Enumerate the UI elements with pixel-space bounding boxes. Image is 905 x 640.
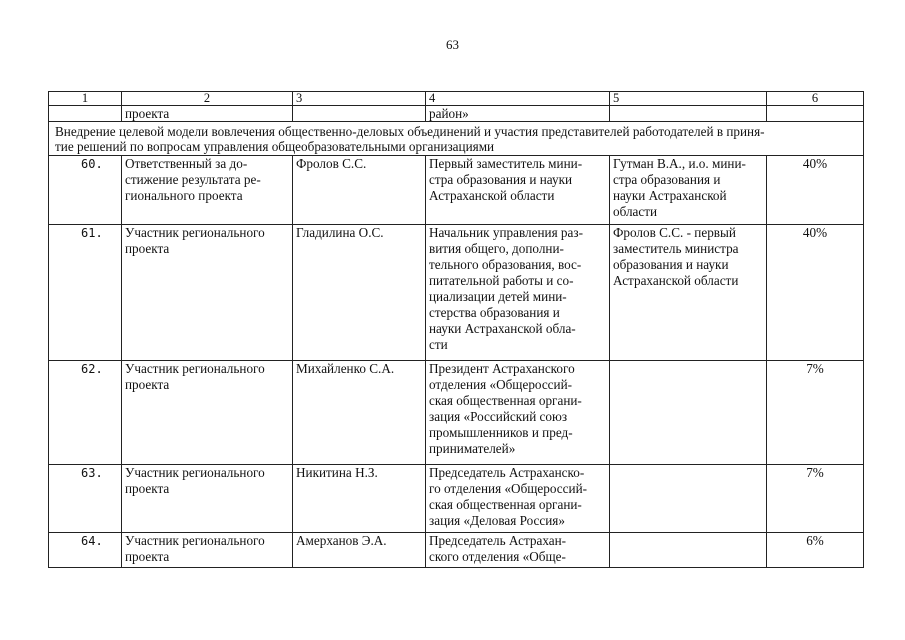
row-number: 63. xyxy=(49,465,122,533)
column-number-4: 4 xyxy=(426,92,610,106)
row-percent: 40% xyxy=(767,156,864,225)
responsibility-table xyxy=(48,91,864,568)
row-number: 60. xyxy=(49,156,122,225)
row-position: Первый заместитель мини- стра образования и науки Астраханской области xyxy=(426,156,610,225)
column-number-2: 2 xyxy=(122,92,293,106)
continuation-position: район» xyxy=(426,106,610,122)
continuation-cell-3 xyxy=(293,106,426,122)
table-row xyxy=(49,533,864,568)
column-number-1: 1 xyxy=(49,92,122,106)
continuation-cell-6 xyxy=(767,106,864,122)
row-percent: 7% xyxy=(767,361,864,465)
row-supervisor xyxy=(610,361,767,465)
row-position: Президент Астраханского отделения «Общероссий- ская общественная органи- зация «Российский союз промышленников и пред- принимателей» xyxy=(426,361,610,465)
column-number-3: 3 xyxy=(293,92,426,106)
row-role: Участник регионального проекта xyxy=(122,225,293,361)
row-percent: 6% xyxy=(767,533,864,568)
column-number-row xyxy=(49,92,864,106)
section-heading: Внедрение целевой модели вовлечения общественно-деловых объединений и участия представителей работодателей в приня- тие решений по вопросам управления общеобразовательными организациями xyxy=(49,122,864,156)
row-name: Никитина Н.З. xyxy=(293,465,426,533)
continuation-cell-5 xyxy=(610,106,767,122)
row-number: 62. xyxy=(49,361,122,465)
row-name: Фролов С.С. xyxy=(293,156,426,225)
continuation-row xyxy=(49,106,864,122)
continuation-cell-1 xyxy=(49,106,122,122)
section-heading-row xyxy=(49,122,864,156)
table-row xyxy=(49,361,864,465)
row-name: Гладилина О.С. xyxy=(293,225,426,361)
row-position: Председатель Астрахан- ского отделения «Обще- xyxy=(426,533,610,568)
row-position: Председатель Астраханско- го отделения «Общероссий- ская общественная органи- зация «Деловая Россия» xyxy=(426,465,610,533)
page-number: 63 xyxy=(446,37,459,52)
row-position: Начальник управления раз- вития общего, дополни- тельного образования, вос- питательной работы и со- циализации детей мини- стерства образования и науки Астраханской обла- сти xyxy=(426,225,610,361)
row-percent: 40% xyxy=(767,225,864,361)
row-supervisor xyxy=(610,533,767,568)
row-supervisor xyxy=(610,465,767,533)
row-supervisor: Гутман В.А., и.о. мини- стра образования и науки Астраханской области xyxy=(610,156,767,225)
table-row xyxy=(49,156,864,225)
row-supervisor: Фролов С.С. - первый заместитель министра образования и науки Астраханской области xyxy=(610,225,767,361)
row-name: Михайленко С.А. xyxy=(293,361,426,465)
column-number-5: 5 xyxy=(610,92,767,106)
table-row xyxy=(49,225,864,361)
row-role: Участник регионального проекта xyxy=(122,361,293,465)
row-percent: 7% xyxy=(767,465,864,533)
column-number-6: 6 xyxy=(767,92,864,106)
row-number: 61. xyxy=(49,225,122,361)
row-role: Ответственный за до- стижение результата ре- гионального проекта xyxy=(122,156,293,225)
row-number: 64. xyxy=(49,533,122,568)
row-role: Участник регионального проекта xyxy=(122,533,293,568)
continuation-role: проекта xyxy=(122,106,293,122)
row-role: Участник регионального проекта xyxy=(122,465,293,533)
table-row xyxy=(49,465,864,533)
row-name: Амерханов Э.А. xyxy=(293,533,426,568)
